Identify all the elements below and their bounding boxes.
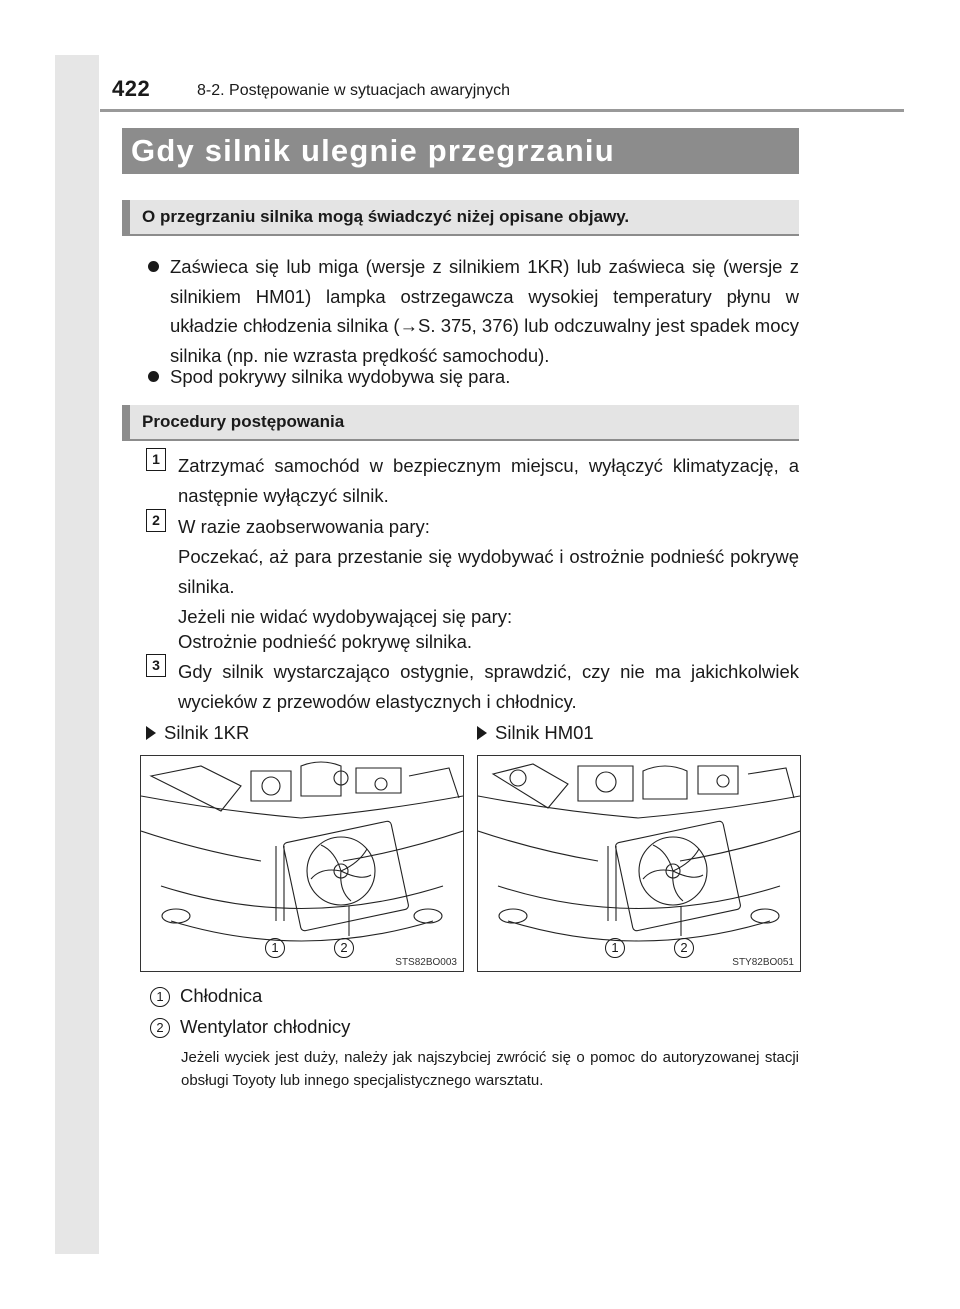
engine-illustration-1kr [140,755,464,972]
bullet-icon [148,261,159,272]
chapter-heading: 8-2. Postępowanie w sytuacjach awaryjnych [197,82,511,99]
page-number: 422 [112,76,151,101]
page-edge-tab [55,55,99,1254]
symptom-text: Zaświeca się lub miga (wersje z silnikiem 1KR) lub zaświeca się (wersje z silnikiem HM01) lampka ostrzegawcza wysokiej temperatury płynu w układzie chłodzenia silnika (→S. 375, 376) lub odczuwalny jest spadek mocy silnika (np. nie wzrasta prędkość samochodu). [170,256,799,366]
callout-radiator: 1 [605,938,625,958]
legend-label: Wentylator chłodnicy [180,1016,351,1037]
callout-radiator: 1 [265,938,285,958]
bullet-icon [148,371,159,382]
step-subtext: Ostrożnie podnieść pokrywę silnika. [178,631,473,652]
figure-caption: Silnik 1KR [146,722,249,744]
header-divider [100,109,904,112]
legend-item [150,1016,350,1038]
legend-item [150,985,262,1007]
step-number-badge: 3 [146,654,166,677]
step-number-badge: 2 [146,509,166,532]
section-title: Gdy silnik ulegnie przegrzaniu [131,133,615,168]
figure-code: STY82BO051 [732,957,794,968]
section-title-bar [122,128,799,174]
procedures-heading-bar [122,405,799,439]
step-subtext: Poczekać, aż para przestanie się wydobywać i ostrożnie podnieść pokrywę silnika. [178,546,799,597]
engine-illustration-hm01 [477,755,801,972]
step-text: W razie zaobserwowania pary: [178,516,430,537]
step-text: Gdy silnik wystarczająco ostygnie, sprawdzić, czy nie ma jakichkolwiek wycieków z przewodów elastycznych i chłodnicy. [178,661,799,712]
callout-fan: 2 [334,938,354,958]
figure-code: STS82BO003 [395,957,457,968]
figure-caption: Silnik HM01 [477,722,594,744]
legend-number: 1 [150,987,170,1007]
symptom-text: Spod pokrywy silnika wydobywa się para. [170,366,511,387]
callout-fan: 2 [674,938,694,958]
symptoms-heading: O przegrzaniu silnika mogą świadczyć niżej opisane objawy. [142,207,630,226]
leak-note: Jeżeli wyciek jest duży, należy jak najszybciej zwrócić się o pomoc do autoryzowanej stacji obsługi Toyoty lub innego specjalistycznego warsztatu. [181,1049,799,1089]
triangle-bullet-icon [146,726,156,740]
legend-number: 2 [150,1018,170,1038]
symptoms-heading-bar [122,200,799,234]
step-number-badge: 1 [146,448,166,471]
procedures-heading: Procedury postępowania [142,412,345,431]
triangle-bullet-icon [477,726,487,740]
step-subtext: Jeżeli nie widać wydobywającej się pary: [178,606,513,627]
legend-label: Chłodnica [180,985,263,1006]
step-text: Zatrzymać samochód w bezpiecznym miejscu, wyłączyć klimatyzację, a następnie wyłączyć silnik. [178,455,799,506]
